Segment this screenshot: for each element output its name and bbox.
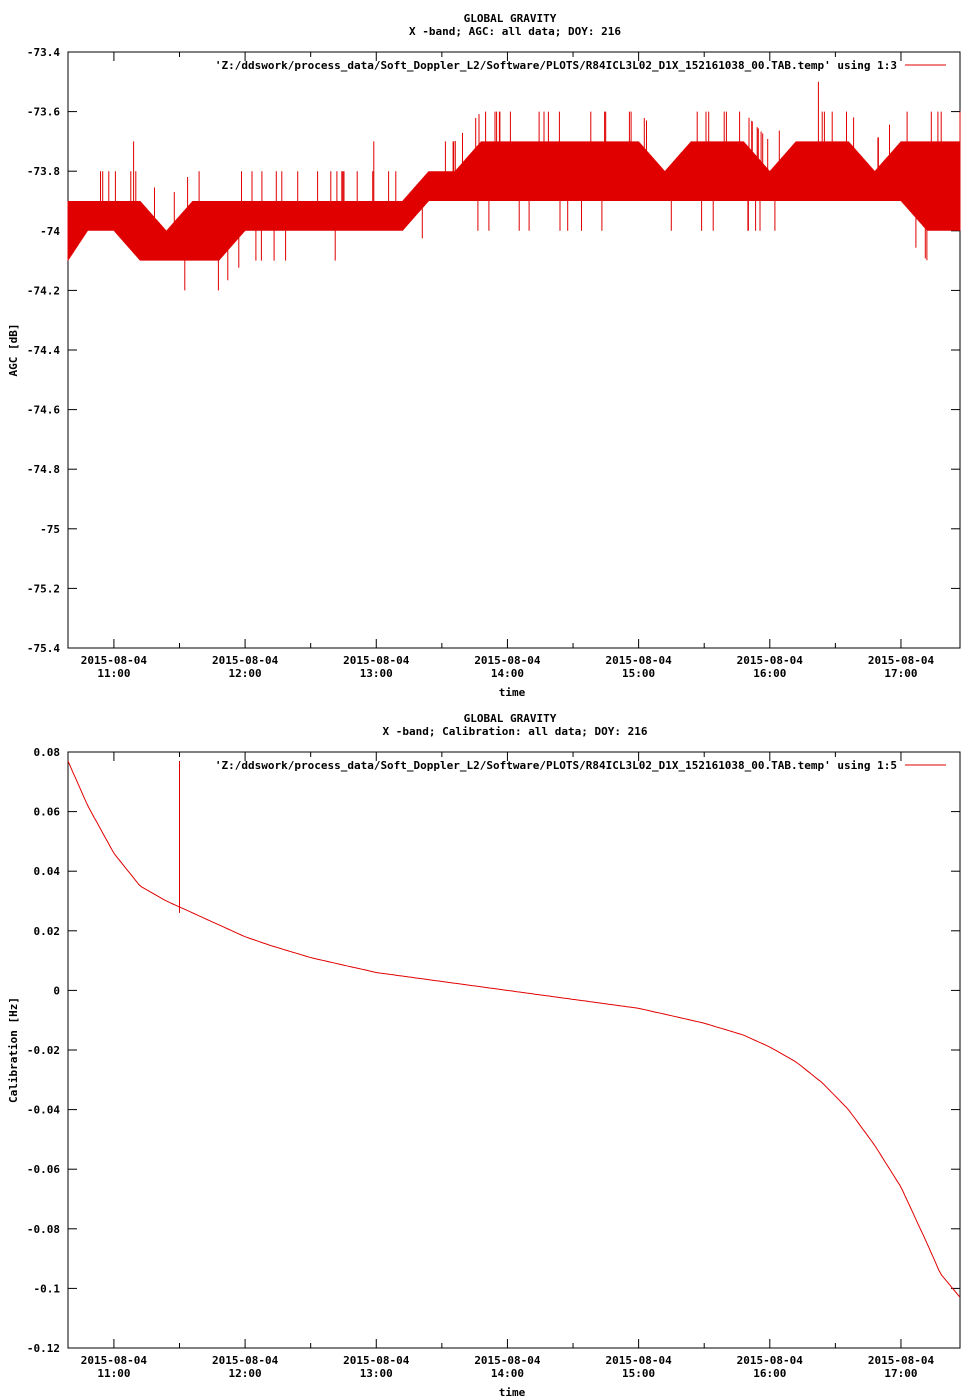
chart1-xtick-time: 17:00 <box>884 667 918 680</box>
chart2-xtick-date: 2015-08-04 <box>474 1354 541 1367</box>
chart2-ytick-label: -0.04 <box>26 1103 60 1117</box>
chart2-subtitle: X -band; Calibration: all data; DOY: 216 <box>382 725 648 738</box>
chart2-xtick-date: 2015-08-04 <box>343 1354 410 1367</box>
chart1-ytick-label: -74.8 <box>26 463 60 477</box>
chart1-xtick-date: 2015-08-04 <box>80 654 148 667</box>
chart1-ytick-label: -74.6 <box>26 403 60 417</box>
chart1-xtick-date: 2015-08-04 <box>867 654 935 667</box>
chart2-xtick-time: 14:00 <box>490 1367 525 1380</box>
chart1-title: GLOBAL GRAVITY <box>463 12 557 25</box>
chart1-xtick-date: 2015-08-04 <box>343 654 410 667</box>
chart1-xtick-time: 15:00 <box>622 667 656 680</box>
chart2-ytick-label: 0.02 <box>33 924 60 938</box>
chart1-xtick-date: 2015-08-04 <box>211 654 279 667</box>
chart1-xtick-time: 16:00 <box>753 667 787 680</box>
chart1-ytick-label: -75.2 <box>26 582 60 596</box>
chart2-xtick-time: 15:00 <box>622 1367 656 1380</box>
chart2-ytick-label: -0.02 <box>26 1044 60 1057</box>
chart2-xtick-time: 17:00 <box>884 1367 918 1380</box>
chart1-xtick-time: 13:00 <box>359 667 393 680</box>
chart2-xtick-date: 2015-08-04 <box>736 1354 803 1367</box>
chart2-title: GLOBAL GRAVITY <box>463 712 557 725</box>
chart2-ytick-label: -0.12 <box>26 1342 60 1355</box>
chart2-xlabel: time <box>498 1386 526 1399</box>
chart2-plot-frame <box>68 752 960 1348</box>
chart2-xtick-date: 2015-08-04 <box>867 1354 935 1367</box>
chart2-xtick-time: 11:00 <box>97 1367 131 1380</box>
chart1-ytick-label: -75 <box>40 522 60 536</box>
chart2-ytick-label: 0.06 <box>33 805 60 819</box>
chart1-xtick-date: 2015-08-04 <box>605 654 672 667</box>
chart2-ytick-label: 0 <box>53 984 60 998</box>
chart2-ytick-label: -0.1 <box>33 1282 60 1296</box>
chart1-xtick-date: 2015-08-04 <box>474 654 541 667</box>
chart1-xlabel: time <box>498 686 526 699</box>
chart1-legend-label: 'Z:/ddswork/process_data/Soft_Doppler_L2/Software/PLOTS/R84ICL3L02_D1X_152161038_00.TAB.temp' using 1:3 <box>214 59 897 72</box>
chart2-xtick-date: 2015-08-04 <box>211 1354 279 1367</box>
chart1-subtitle: X -band; AGC: all data; DOY: 216 <box>409 25 621 38</box>
chart2-xtick-time: 12:00 <box>228 1367 262 1380</box>
chart2-xtick-time: 13:00 <box>359 1367 393 1380</box>
chart1-ytick-label: -74.2 <box>26 284 60 298</box>
chart2-legend-label: 'Z:/ddswork/process_data/Soft_Doppler_L2/Software/PLOTS/R84ICL3L02_D1X_152161038_00.TAB.temp' using 1:5 <box>214 759 897 772</box>
chart2-xtick-time: 16:00 <box>753 1367 787 1380</box>
chart2-ytick-label: 0.04 <box>33 865 60 879</box>
chart1-ytick-label: -74 <box>40 224 60 238</box>
chart1-ylabel: AGC [dB] <box>7 323 20 377</box>
chart2-ylabel: Calibration [Hz] <box>7 997 20 1103</box>
chart2-series-line <box>68 761 960 1297</box>
chart1-ytick-label: -73.8 <box>26 165 60 179</box>
chart2-ytick-label: 0.08 <box>33 746 60 759</box>
chart1-ytick-label: -74.4 <box>26 344 60 357</box>
chart1-ytick-label: -73.4 <box>26 46 60 59</box>
chart1-ytick-label: -73.6 <box>26 105 60 119</box>
chart1-xtick-time: 11:00 <box>97 667 131 680</box>
chart1-series-line <box>68 82 960 291</box>
chart1-xtick-time: 12:00 <box>228 667 262 680</box>
chart1-ytick-label: -75.4 <box>26 642 60 655</box>
chart1-xtick-date: 2015-08-04 <box>736 654 803 667</box>
chart1-xtick-time: 14:00 <box>490 667 525 680</box>
chart2-ytick-label: -0.06 <box>26 1163 60 1177</box>
chart2-xtick-date: 2015-08-04 <box>605 1354 672 1367</box>
chart2-ytick-label: -0.08 <box>26 1222 60 1236</box>
chart2-xtick-date: 2015-08-04 <box>80 1354 148 1367</box>
